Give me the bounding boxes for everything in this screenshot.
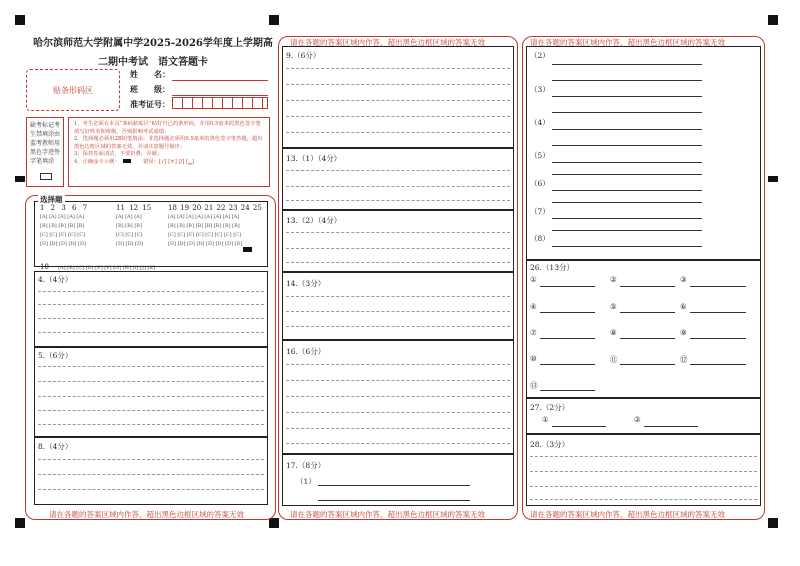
note-3: 3、保持卷面清洁，不要折叠，弄破； [74, 151, 163, 157]
q17-cont-box [526, 46, 761, 260]
choice-option-row[interactable]: [D] [D] [D] [D] [D] [D] [D] [D] [168, 241, 243, 247]
choice-option-row[interactable]: [C] [C] [C] [116, 232, 143, 238]
note-2: 2、选择题必须用2B铅笔填涂；非选择题必须用0.5毫米的黑色签字笔答题，超出黑色边框区域的答案无效，并请注意题号顺序； [74, 136, 263, 150]
choice-group-2 [116, 204, 151, 249]
q9-line-1[interactable] [286, 68, 510, 69]
q17-sub4-line-1[interactable] [552, 129, 702, 130]
barcode-label: 贴条形码区 [53, 85, 93, 95]
corner-marker-bottom-right [768, 518, 778, 528]
choice-option-row[interactable]: [D] [D] [D] [116, 241, 143, 247]
boundary-notice-col1: 请在各题的答案区域内作答，超出黑色边框区域的答案无效 [49, 510, 244, 519]
q17-label: 17.（8分） [286, 461, 326, 470]
page-title [28, 34, 278, 68]
choice-group-1-opts[interactable] [40, 213, 87, 249]
q13a-line-1[interactable] [286, 170, 510, 171]
q5-line-3[interactable] [38, 396, 264, 397]
q16-line-3[interactable] [286, 396, 510, 397]
q10-num: 10 [40, 263, 49, 271]
q8-label: 8.（4分） [38, 442, 73, 451]
q8-line-2[interactable] [38, 474, 264, 475]
q17-sub2-line-1[interactable] [552, 64, 702, 65]
note-4-row [74, 159, 264, 167]
q26-mark-12: ⑫ [680, 355, 688, 364]
q16-line-6[interactable] [286, 443, 510, 444]
choice-option-row[interactable]: [C] [C] [C] [C] [C] [C] [C] [C] [168, 232, 241, 238]
q17-sub8-label: （8） [530, 234, 550, 243]
q26-mark-1: ① [530, 275, 537, 284]
choice-option-row[interactable]: [A] [A] [A] [116, 214, 142, 220]
q26-blank-6[interactable] [690, 312, 746, 313]
q26-mark-8: ⑧ [610, 328, 617, 337]
exam-no-boxes[interactable] [172, 97, 268, 109]
name-field[interactable] [172, 80, 268, 81]
q26-mark-4: ④ [530, 302, 537, 311]
q26-blank-10[interactable] [540, 364, 595, 365]
choice-group-2-opts[interactable] [116, 213, 151, 249]
choice-group-1 [40, 204, 87, 249]
q4-line-3[interactable] [38, 318, 264, 319]
q17-sub7-line-1[interactable] [552, 202, 702, 203]
q16-label: 16.（6分） [286, 347, 326, 356]
q26-mark-6: ⑥ [680, 302, 687, 311]
boundary-notice-col2-bottom: 请在各题的答案区域内作答，超出黑色边框区域的答案无效 [290, 510, 485, 519]
corner-marker-bottom-left [15, 518, 25, 528]
corner-marker-top-right [768, 15, 778, 25]
q17-sub7-label: （7） [530, 207, 550, 216]
q17-sub2-line-2[interactable] [552, 80, 702, 81]
q26-blank-2[interactable] [620, 286, 675, 287]
q26-blank-4[interactable] [540, 312, 595, 313]
q10-opts[interactable]: [A] [B] [C] [D] [E] [F] [G] [H] [I] [J] [K] [58, 265, 156, 271]
q9-line-3[interactable] [286, 100, 510, 101]
q17-line-1[interactable] [318, 485, 470, 486]
q28-line-1[interactable] [530, 456, 757, 457]
exam-no-label: 准考证号： [130, 99, 170, 109]
corner-marker-top-mid [269, 15, 279, 25]
q26-label: 26.（13分） [530, 263, 574, 272]
q26-mark-9: ⑨ [680, 328, 687, 337]
choice-group-2-nums: 11 12 15 [116, 204, 152, 212]
q28-line-4[interactable] [530, 499, 757, 500]
q4-line-1[interactable] [38, 291, 264, 292]
q17-sub3-line-1[interactable] [552, 96, 702, 97]
q17-sub4-label: （4） [530, 118, 550, 127]
title-line-2: 二期中考试 语文答题卡 [98, 57, 208, 68]
q26-mark-3: ③ [680, 275, 687, 284]
q17-sub6-line-1[interactable] [552, 174, 702, 175]
corner-marker-top-left [15, 15, 25, 25]
q26-blank-12[interactable] [690, 364, 746, 365]
q8-line-3[interactable] [38, 489, 264, 490]
choice-group-3-opts[interactable] [168, 213, 262, 249]
q5-line-1[interactable] [38, 366, 264, 367]
q8-line-1[interactable] [38, 459, 264, 460]
q5-label: 5.（6分） [38, 351, 73, 360]
q9-line-5[interactable] [286, 132, 510, 133]
choice-option-row[interactable]: [B] [B] [B] [116, 223, 142, 229]
q26-blank-13[interactable] [540, 390, 595, 391]
q17-sub6-line-2[interactable] [552, 190, 702, 191]
q9-line-2[interactable] [286, 84, 510, 85]
q27-label: 27.（2分） [530, 403, 570, 412]
q26-blank-5[interactable] [620, 312, 675, 313]
q27-blank-2[interactable] [644, 426, 698, 427]
q17-sub2-label: （2） [530, 51, 550, 60]
choice-option-row[interactable]: [C] [C] [C] [C] [C] [40, 232, 85, 238]
barcode-area [26, 69, 120, 111]
corner-marker-bottom-mid [269, 518, 279, 528]
choice-option-row[interactable]: [A] [A] [A] [A] [A] [A] [A] [A] [168, 214, 240, 220]
q26-mark-10: ⑩ [530, 354, 537, 363]
q17-sub5-line[interactable] [552, 162, 702, 163]
q13b-line-2[interactable] [286, 248, 510, 249]
q26-blank-11[interactable] [620, 364, 675, 365]
q17-line-2[interactable] [318, 500, 470, 501]
q13b-line-1[interactable] [286, 232, 510, 233]
choice-title: 选择题 [40, 195, 63, 204]
q17-sub7-line-2[interactable] [552, 218, 702, 219]
q5-line-5[interactable] [38, 424, 264, 425]
q26-mark-2: ② [610, 275, 617, 284]
title-line-1: 哈尔滨师范大学附属中学2025-2026学年度上学期高 [33, 38, 273, 49]
q27-mark-2: ② [634, 415, 641, 424]
q14-line-3[interactable] [286, 326, 510, 327]
q28-line-2[interactable] [530, 471, 757, 472]
q17-sub3-label: （3） [530, 85, 550, 94]
q9-label: 9.（6分） [286, 51, 321, 60]
side-marker-right [768, 176, 778, 182]
absent-box [26, 117, 64, 187]
q17-sub3-line-2[interactable] [552, 112, 702, 113]
boundary-notice-col3-top: 请在各题的答案区域内作答，超出黑色边框区域的答案无效 [530, 38, 725, 47]
class-label: 班 级： [130, 84, 170, 94]
q27-blank-1[interactable] [552, 426, 606, 427]
choice-group-3 [168, 204, 262, 249]
q4-line-2[interactable] [38, 304, 264, 305]
note-1: 1、考生必须在本页“条码粘贴区”贴好自己的条形码，并用0.5毫米的黑色签字笔填写好姓名和班级，否则影响考试成绩； [74, 121, 261, 135]
class-field[interactable] [172, 95, 268, 96]
q13a-line-2[interactable] [286, 186, 510, 187]
q26-mark-5: ⑤ [610, 302, 617, 311]
q4-line-4[interactable] [38, 332, 264, 333]
q28-label: 28.（3分） [530, 440, 570, 449]
choice-option-row[interactable]: [D] [D] [D] [D] [D] [40, 241, 86, 247]
q13a-line-3[interactable] [286, 200, 510, 201]
q17-sub8-line-1[interactable] [552, 230, 702, 231]
q13b-line-3[interactable] [286, 262, 510, 263]
q17-sub4-line-2[interactable] [552, 145, 702, 146]
q14-label: 14.（3分） [286, 279, 326, 288]
q16-line-2[interactable] [286, 380, 510, 381]
q16-line-4[interactable] [286, 412, 510, 413]
note-4: 4、正确涂卡示例： [74, 158, 120, 165]
q26-blank-1[interactable] [540, 286, 595, 287]
q26-mark-7: ⑦ [530, 328, 537, 337]
choice-option-row[interactable]: [B] [B] [B] [B] [B] [40, 223, 85, 229]
q26-mark-13: ⑬ [530, 381, 538, 390]
boundary-notice-col2-top: 请在各题的答案区域内作答，超出黑色边框区域的答案无效 [290, 38, 485, 47]
q26-blank-9[interactable] [690, 338, 746, 339]
filled-bubble [243, 247, 252, 252]
q26-blank-8[interactable] [620, 338, 675, 339]
wrong-samples: 错误：[√] [×] [/] [▁] [143, 158, 195, 165]
q5-line-4[interactable] [38, 410, 264, 411]
name-label: 姓 名： [130, 69, 170, 79]
q13b-label: 13.（2）（4分） [286, 216, 342, 225]
choice-option-row[interactable]: [A] [A] [A] [A] [A] [40, 214, 84, 220]
q16-line-5[interactable] [286, 428, 510, 429]
boundary-notice-col3-bottom: 请在各题的答案区域内作答，超出黑色边框区域的答案无效 [530, 510, 725, 519]
q26-blank-7[interactable] [540, 338, 595, 339]
choice-option-row[interactable]: [B] [B] [B] [B] [B] [B] [B] [B] [168, 223, 240, 229]
q16-line-1[interactable] [286, 364, 510, 365]
choice-group-1-nums: 1 2 3 6 7 [40, 204, 88, 212]
q26-mark-11: ⑪ [610, 355, 618, 364]
q5-line-2[interactable] [38, 381, 264, 382]
q17-sub1-label: （1） [296, 477, 316, 486]
q14-line-1[interactable] [286, 296, 510, 297]
q28-line-3[interactable] [530, 486, 757, 487]
choice-group-3-nums: 18 19 20 21 22 23 24 25 [168, 204, 262, 212]
q27-mark-1: ① [542, 415, 549, 424]
absent-text: 缺考标记考生禁填涂由监考教师用黑色字迹签字笔填涂 [30, 122, 61, 165]
q17-sub8-line-2[interactable] [552, 246, 702, 247]
notes-box [68, 117, 270, 187]
absent-bubble[interactable] [40, 173, 52, 180]
q16-box [282, 340, 514, 454]
correct-fill-sample [123, 159, 131, 163]
q4-label: 4.（4分） [38, 275, 73, 284]
q9-line-4[interactable] [286, 116, 510, 117]
q26-blank-3[interactable] [690, 286, 746, 287]
q14-line-2[interactable] [286, 311, 510, 312]
q13a-label: 13.（1）（4分） [286, 154, 342, 163]
side-marker-left [15, 176, 25, 182]
q17-sub5-label: （5） [530, 151, 550, 160]
q26-box [526, 260, 761, 398]
q17-sub6-label: （6） [530, 179, 550, 188]
